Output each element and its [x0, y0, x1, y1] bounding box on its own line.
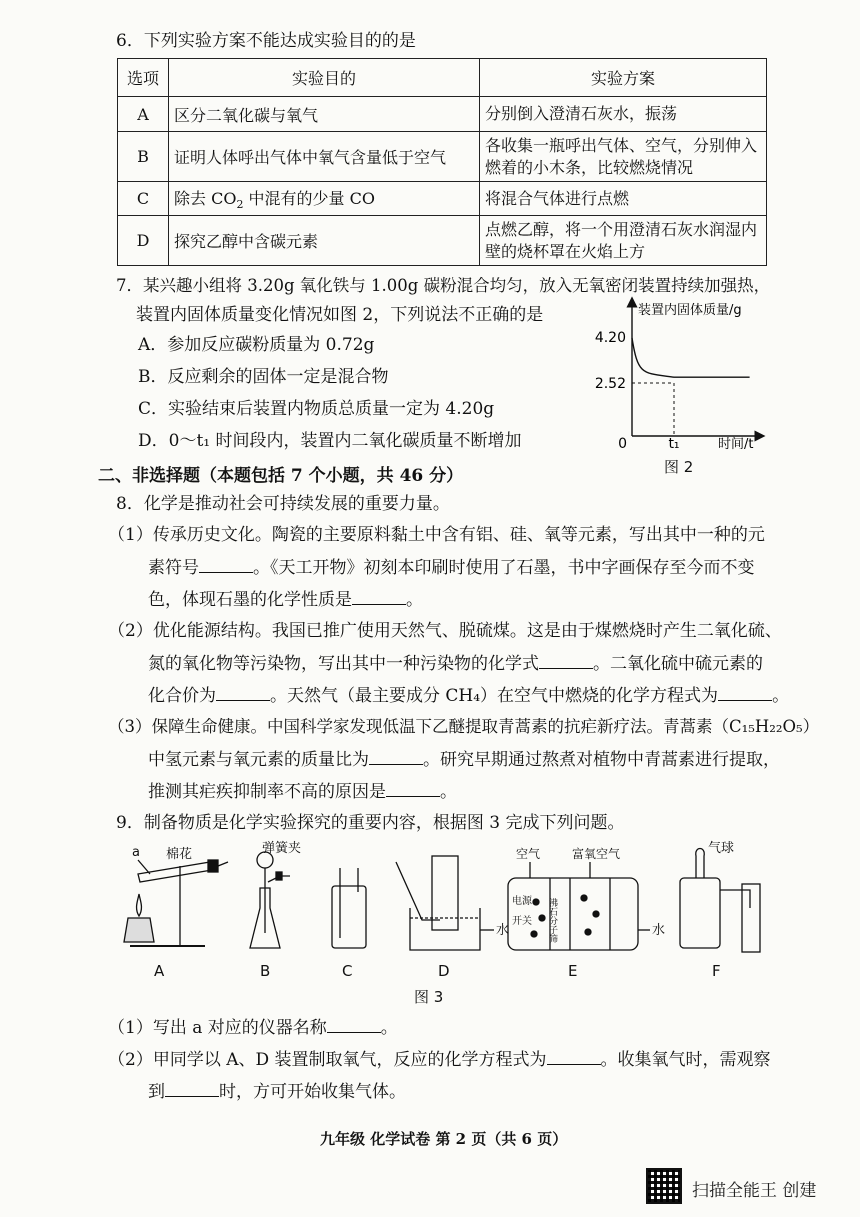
water-trough — [410, 908, 480, 950]
table-row — [118, 97, 767, 132]
text: 。 — [406, 590, 423, 610]
alcohol-lamp — [124, 918, 154, 942]
text: 化合价为 — [148, 686, 216, 706]
label-water-e: 水 — [652, 923, 666, 938]
apparatus-label: B — [260, 962, 271, 980]
text: 。研究早期通过熬煮对植物中青蒿素进行提取， — [423, 750, 780, 770]
q9-part1 — [108, 1016, 398, 1039]
section-title: 二、非选择题（本题包括 7 个小题，共 46 分） — [98, 466, 464, 486]
apparatus-a — [124, 845, 228, 946]
text: （1）写出 a 对应的仪器名称 — [108, 1018, 327, 1038]
text: 。 — [772, 686, 790, 706]
answer-blank[interactable] — [216, 684, 270, 701]
table-cell-plan: 各收集一瓶呼出气体、空气，分别伸入燃着的小木条，比较燃烧情况 — [480, 132, 767, 182]
table-cell-option: B — [118, 132, 169, 182]
q8-part3-line2 — [148, 748, 780, 771]
tube-stopper — [208, 860, 218, 872]
label-water-d: 水 — [496, 923, 510, 938]
x-axis-label: 时间/t — [718, 437, 754, 452]
q9-part2-line1 — [108, 1048, 771, 1071]
x-tick-label: 0 — [618, 436, 627, 452]
q8-stem: 8．化学是推动社会可持续发展的重要力量。 — [116, 494, 450, 514]
table-cell-plan: 点燃乙醇，将一个用澄清石灰水润湿内壁的烧杯罩在火焰上方 — [480, 216, 767, 266]
mass-time-chart — [590, 296, 770, 456]
answer-blank[interactable] — [327, 1016, 381, 1033]
apparatus-c — [332, 868, 366, 948]
text: 到 — [148, 1082, 165, 1102]
gas-bottle — [332, 886, 366, 948]
answer-blank[interactable] — [165, 1080, 219, 1097]
collecting-bottle — [432, 856, 458, 930]
q7-option-a: A．参加反应碳粉质量为 0.72g — [138, 335, 375, 355]
molecule — [531, 931, 537, 937]
apparatus-label: D — [438, 962, 450, 980]
table-header: 实验目的 — [169, 59, 480, 97]
q9-part2-line2 — [148, 1080, 406, 1103]
text: 中氢元素与氧元素的质量比为 — [148, 750, 369, 770]
reaction-bottle — [680, 878, 720, 948]
delivery-tube — [396, 862, 440, 920]
text: 。天然气（最主要成分 CH₄）在空气中燃烧的化学方程式为 — [270, 686, 719, 706]
x-tick-label: t₁ — [668, 436, 680, 452]
spring-clip — [276, 872, 282, 880]
label-air: 空气 — [516, 847, 541, 861]
q8-part1-line3 — [148, 588, 423, 611]
apparatus-figure — [110, 838, 790, 988]
table-cell-option: C — [118, 182, 169, 216]
text: 。 — [380, 1018, 398, 1038]
table-cell-goal — [169, 182, 480, 216]
flame — [137, 894, 142, 916]
table-cell-goal: 区分二氧化碳与氧气 — [169, 97, 480, 132]
text: 推测其疟疾抑制率不高的原因是 — [148, 782, 386, 802]
table-cell-goal: 证明人体呼出气体中氧气含量低于空气 — [169, 132, 480, 182]
experiment-table — [117, 58, 767, 266]
goal-text: 除去 CO — [174, 188, 237, 208]
molecule — [533, 899, 539, 905]
connecting-tube — [720, 890, 750, 908]
q8-part3-line3 — [148, 780, 457, 803]
concentrator-box — [508, 878, 638, 950]
label-sieve: 沸石分子筛 — [547, 898, 557, 943]
apparatus-f — [680, 840, 760, 952]
q7-option-d: D．0～t₁ 时间段内，装置内二氧化碳质量不断增加 — [138, 431, 522, 451]
q8-part1-line2 — [148, 556, 755, 579]
watermark-text: 扫描全能王 创建 — [692, 1181, 817, 1201]
apparatus-label: C — [342, 962, 353, 980]
molecule — [539, 915, 545, 921]
balloon — [696, 849, 704, 879]
answer-blank[interactable] — [547, 1048, 601, 1065]
mass-curve — [632, 338, 750, 377]
answer-blank[interactable] — [539, 652, 593, 669]
page-footer: 九年级 化学试卷 第 2 页（共 6 页） — [320, 1130, 568, 1148]
table-header-row — [118, 59, 767, 97]
table-row — [118, 182, 767, 216]
table-cell-option: D — [118, 216, 169, 266]
molecule — [585, 929, 591, 935]
table-row — [118, 132, 767, 182]
q6-stem: 6．下列实验方案不能达成实验目的的是 — [116, 31, 416, 51]
table-cell-plan: 分别倒入澄清石灰水，振荡 — [480, 97, 767, 132]
molecule — [593, 911, 599, 917]
q8-part2-line2 — [148, 652, 763, 675]
label-a-leader — [138, 860, 150, 874]
label-rich-air: 富氧空气 — [572, 847, 621, 861]
q8-part2-line3 — [148, 684, 789, 707]
answer-blank[interactable] — [386, 780, 440, 797]
text: 。 — [440, 782, 457, 802]
text: （2）甲同学以 A、D 装置制取氧气，反应的化学方程式为 — [108, 1050, 547, 1070]
qr-code-icon — [646, 1168, 682, 1204]
answer-blank[interactable] — [718, 684, 772, 701]
y-axis-label: 装置内固体质量/g — [638, 303, 742, 318]
apparatus-d — [396, 856, 509, 950]
text: 。《天工开物》初刻本印刷时使用了石墨，书中字画保存至今而不变 — [253, 558, 755, 578]
text: 。二氧化硫中硫元素的 — [593, 654, 763, 674]
apparatus-e — [508, 846, 665, 950]
answer-blank[interactable] — [369, 748, 423, 765]
q7-stem-line2: 装置内固体质量变化情况如图 2，下列说法不正确的是 — [136, 305, 544, 325]
answer-blank[interactable] — [199, 556, 253, 573]
table-header: 选项 — [118, 59, 169, 97]
q7-option-c: C．实验结束后装置内物质总质量一定为 4.20g — [138, 399, 495, 419]
q8-part2-line1: （2）优化能源结构。我国已推广使用天然气、脱硫煤。这是由于煤燃烧时产生二氧化硫、 — [108, 621, 782, 641]
apparatus-label: E — [568, 962, 578, 980]
text: 氮的氧化物等污染物，写出其中一种污染物的化学式 — [148, 654, 539, 674]
measuring-cylinder — [742, 884, 760, 952]
table-cell-option: A — [118, 97, 169, 132]
figure-2-caption: 图 2 — [664, 458, 694, 476]
delivery-tube — [218, 862, 228, 866]
molecule — [581, 895, 587, 901]
label-clip: 弹簧夹 — [262, 841, 302, 856]
text: 时，方可开始收集气体。 — [219, 1082, 406, 1102]
label-power: 电源 — [512, 896, 532, 907]
table-row — [118, 216, 767, 266]
y-tick-label: 2.52 — [594, 376, 626, 392]
y-tick-label: 4.20 — [594, 330, 626, 346]
text: 色，体现石墨的化学性质是 — [148, 590, 352, 610]
q8-part1-line1: （1）传承历史文化。陶瓷的主要原料黏土中含有铝、硅、氧等元素，写出其中一种的元 — [108, 525, 765, 545]
label-a: a — [132, 845, 140, 860]
text: 。收集氧气时，需观察 — [600, 1050, 771, 1070]
text: 素符号 — [148, 558, 199, 578]
label-cotton: 棉花 — [166, 847, 193, 862]
q8-part3-line1: （3）保障生命健康。中国科学家发现低温下乙醚提取青蒿素的抗疟新疗法。青蒿素（C₁₅H₂₂O₅） — [108, 717, 820, 736]
q7-option-b: B．反应剩余的固体一定是混合物 — [138, 367, 389, 387]
figure-3-caption: 图 3 — [414, 988, 444, 1006]
goal-subscript: 2 — [236, 198, 244, 212]
table-header: 实验方案 — [480, 59, 767, 97]
q9-stem: 9．制备物质是化学实验探究的重要内容，根据图 3 完成下列问题。 — [116, 813, 625, 833]
apparatus-label: A — [154, 962, 165, 980]
table-cell-plan: 将混合气体进行点燃 — [480, 182, 767, 216]
table-cell-goal: 探究乙醇中含碳元素 — [169, 216, 480, 266]
label-switch: 开关 — [512, 916, 532, 927]
apparatus-b — [250, 840, 301, 948]
goal-text: 中混有的少量 CO — [243, 188, 375, 208]
answer-blank[interactable] — [352, 588, 406, 605]
apparatus-label: F — [712, 962, 721, 980]
label-balloon: 气球 — [708, 841, 735, 856]
q7-stem-line1: 7．某兴趣小组将 3.20g 氧化铁与 1.00g 碳粉混合均匀，放入无氧密闭装置持续加强热， — [116, 276, 771, 295]
